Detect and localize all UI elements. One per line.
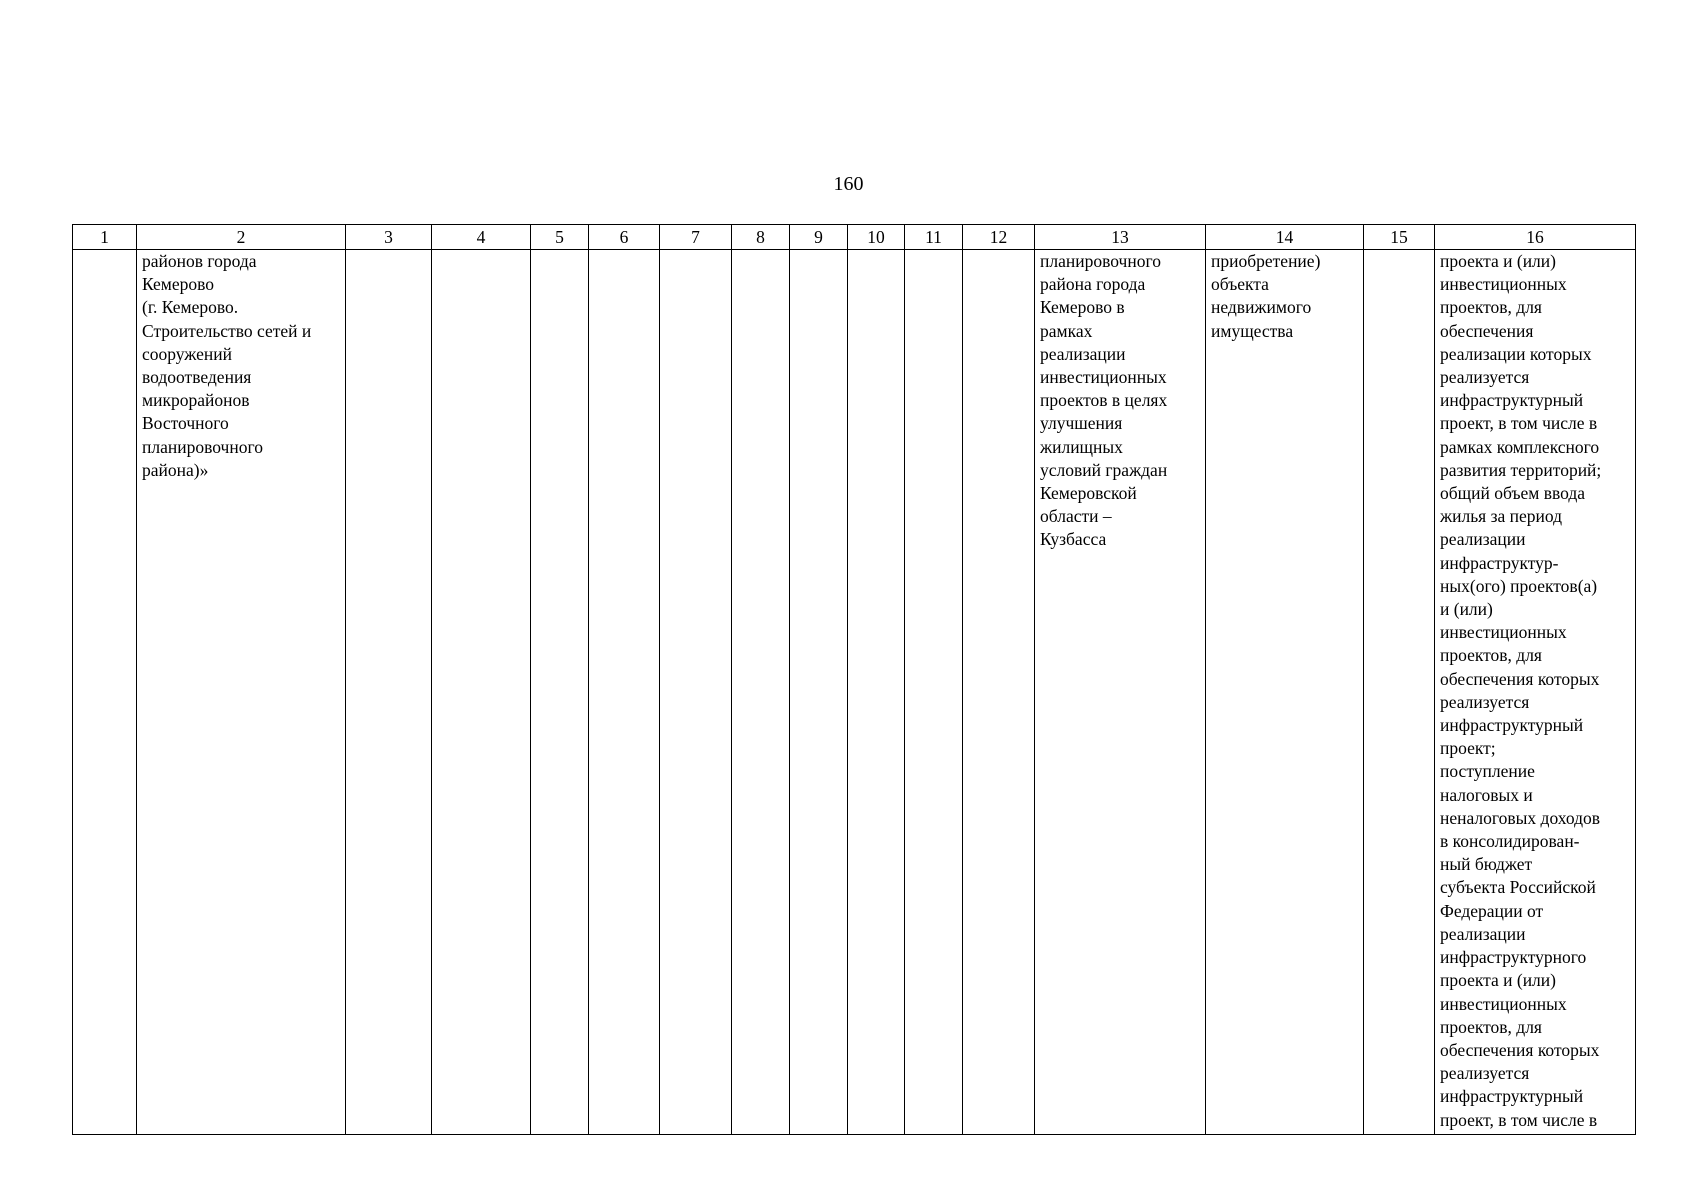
column-header-12: 12 [963,225,1035,250]
cell-col-16: проекта и (или) инвестиционных проектов, для обеспечения реализации которых реализуется инфраструктурный проект, в том числе в рамках комплексного развития территорий; общий объем ввода жилья за период реализации инфраструктур- ных(ого) проектов(а) и (или) инвестиционных проектов, для обеспечения которых реализуется инфраструктурный проект; поступление налоговых и неналоговых доходов в консолидирован- ный бюджет субъекта Российской Федерации от реализации инфраструктурного проекта и (или) инвестиционных проектов, для обеспечения которых реализуется инфраструктурный проект, в том числе в [1435,250,1636,1135]
cell-col-3 [346,250,432,1135]
column-header-16: 16 [1435,225,1636,250]
page-number: 160 [833,173,864,195]
cell-col-2: районов города Кемерово (г. Кемерово. Строительство сетей и сооружений водоотведения микрорайонов Восточного планировочного района)» [137,250,346,1135]
cell-col-15 [1364,250,1435,1135]
column-header-13: 13 [1035,225,1206,250]
column-header-3: 3 [346,225,432,250]
table-row [73,250,1636,1135]
cell-col-4 [432,250,531,1135]
column-header-10: 10 [848,225,905,250]
cell-col-5 [531,250,589,1135]
column-header-9: 9 [790,225,848,250]
column-header-8: 8 [732,225,790,250]
cell-col-6 [589,250,660,1135]
cell-col-14: приобретение) объекта недвижимого имущества [1206,250,1364,1135]
column-header-1: 1 [73,225,137,250]
cell-col-13: планировочного района города Кемерово в рамках реализации инвестиционных проектов в целях улучшения жилищных условий граждан Кемеровской области – Кузбасса [1035,250,1206,1135]
cell-col-9 [790,250,848,1135]
cell-col-12 [963,250,1035,1135]
cell-col-10 [848,250,905,1135]
cell-col-8 [732,250,790,1135]
column-header-5: 5 [531,225,589,250]
column-header-6: 6 [589,225,660,250]
cell-col-7 [660,250,732,1135]
column-header-2: 2 [137,225,346,250]
column-header-11: 11 [905,225,963,250]
column-header-15: 15 [1364,225,1435,250]
data-table [72,224,1636,1135]
cell-col-11 [905,250,963,1135]
cell-col-1 [73,250,137,1135]
column-header-7: 7 [660,225,732,250]
header-row [73,225,1636,250]
column-header-4: 4 [432,225,531,250]
column-header-14: 14 [1206,225,1364,250]
